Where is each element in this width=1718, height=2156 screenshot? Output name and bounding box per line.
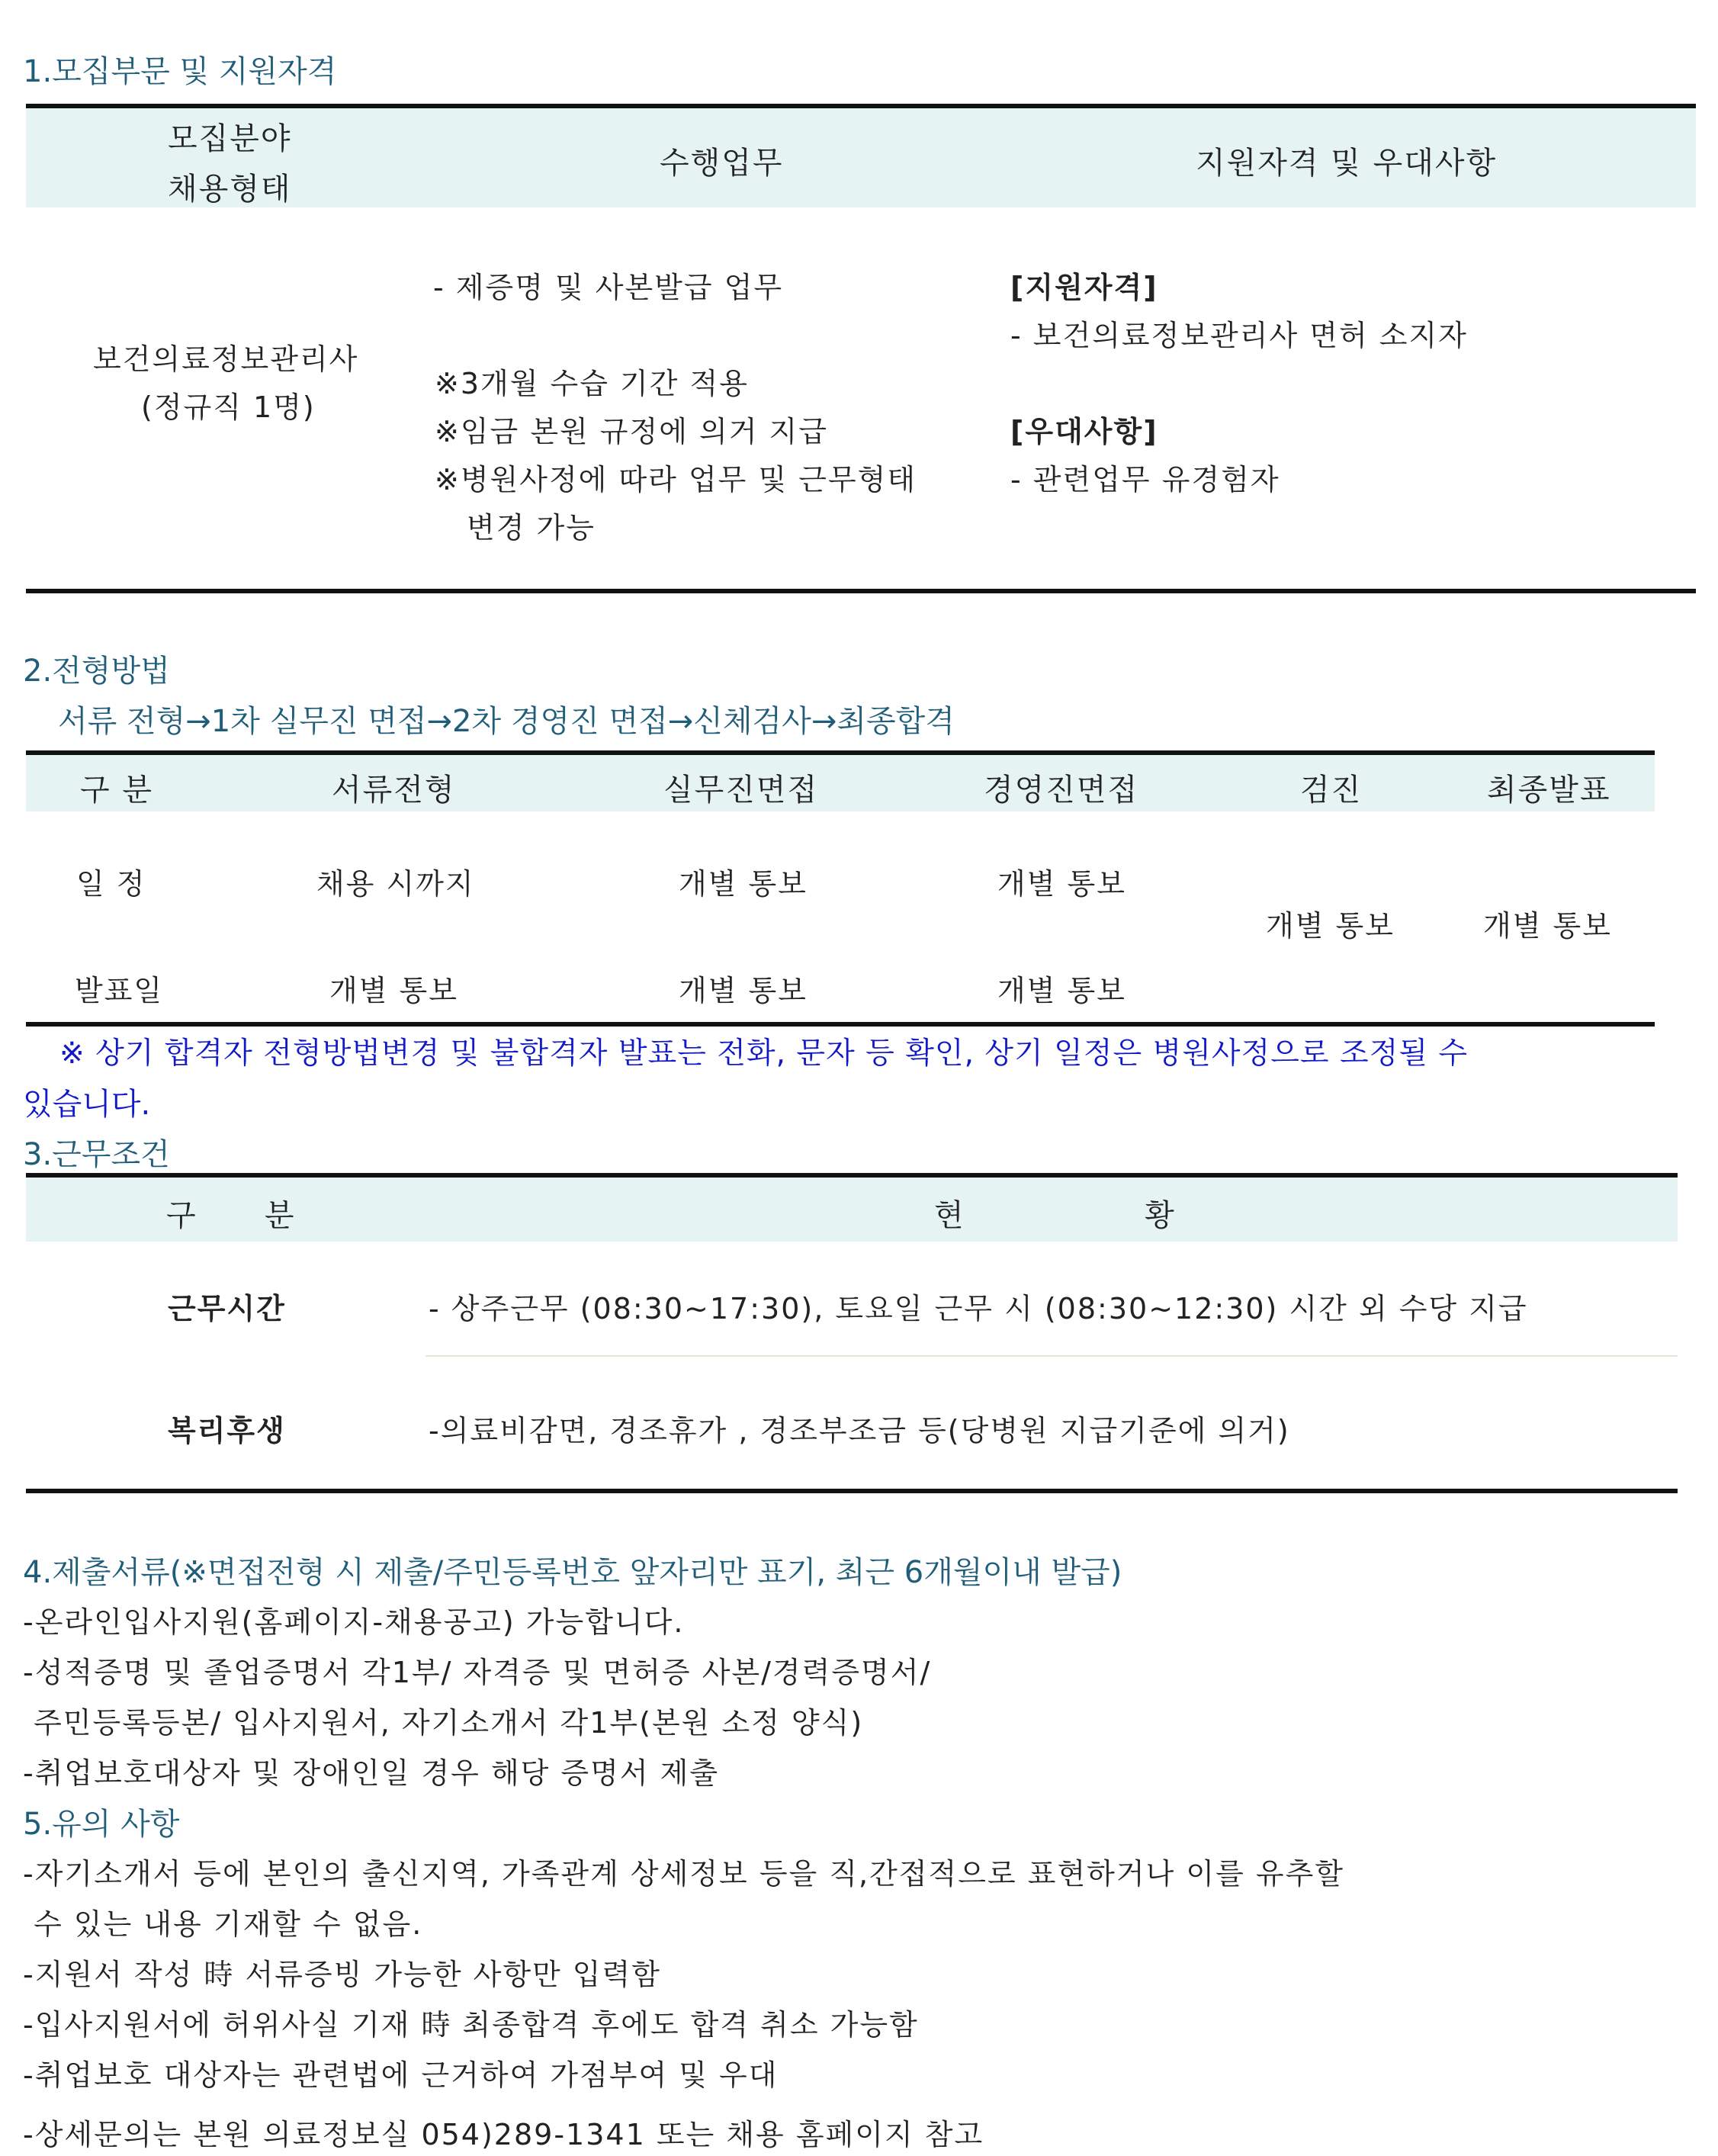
notes-line: -지원서 작성 時 서류증빙 가능한 사항만 입력함 — [23, 1958, 661, 1991]
final-cell: 개별 통보 — [1483, 909, 1612, 943]
duty-item: ※임금 본원 규정에 의거 지급 — [435, 415, 828, 448]
table1-header-col1-line2: 채용형태 — [168, 172, 292, 207]
table1-header-col2: 수행업무 — [660, 146, 784, 181]
section1-heading: 1.모집부문 및 지원자격 — [23, 54, 337, 89]
announce-cell: 개별 통보 — [679, 974, 808, 1007]
schedule-cell: 채용 시까지 — [316, 867, 475, 901]
documents-line: -취업보호대상자 및 장애인일 경우 해당 증명서 제출 — [23, 1756, 720, 1790]
notes-line: -입사지원서에 허위사실 기재 時 최종합격 후에도 합격 취소 가능함 — [23, 2008, 919, 2042]
notes-line: -자기소개서 등에 본인의 출신지역, 가족관계 상세정보 등을 직,간접적으로 표현하거나 이를 유추할 — [23, 1857, 1344, 1891]
duty-item: 변경 가능 — [467, 511, 596, 545]
table3-header-status: 현 황 — [934, 1198, 1176, 1233]
table3-bottom-rule — [26, 1489, 1678, 1493]
table2-header-category: 구 분 — [80, 773, 153, 808]
table2-header-medical: 검진 — [1300, 773, 1363, 808]
notice-line: ※ 상기 합격자 전형방법변경 및 불합격자 발표는 전화, 문자 등 확인, 상기 일정은 병원사정으로 조정될 수 — [59, 1036, 1469, 1071]
table3-header-category: 구 분 — [166, 1198, 296, 1233]
preference-title: [우대사항] — [1010, 415, 1158, 448]
table2-header-bg — [26, 755, 1655, 811]
table1-header-col1-line1: 모집분야 — [168, 121, 292, 156]
selection-process: 서류 전형→1차 실무진 면접→2차 경영진 면접→신체검사→최종합격 — [58, 704, 955, 739]
documents-line: -온라인입사지원(홈페이지-채용공고) 가능합니다. — [23, 1605, 685, 1639]
medical-cell: 개별 통보 — [1266, 909, 1395, 943]
qualification-item: - 보건의료정보관리사 면허 소지자 — [1010, 319, 1468, 352]
duty-item: ※병원사정에 따라 업무 및 근무형태 — [435, 463, 917, 496]
qualification-title: [지원자격] — [1010, 271, 1158, 304]
welfare-value: -의료비감면, 경조휴가 , 경조부조금 등(당병원 지급기준에 의거) — [429, 1414, 1290, 1448]
row-label-announce: 발표일 — [75, 974, 164, 1007]
table2-header-document: 서류전형 — [332, 773, 456, 808]
documents-line: 주민등록등본/ 입사지원서, 자기소개서 각1부(본원 소정 양식) — [23, 1706, 864, 1740]
table2-header-final: 최종발표 — [1487, 773, 1611, 808]
position-title: 보건의료정보관리사 — [93, 342, 359, 376]
notice-line: 있습니다. — [23, 1087, 151, 1122]
announce-cell: 개별 통보 — [997, 974, 1126, 1007]
duty-item: - 제증명 및 사본발급 업무 — [433, 271, 784, 304]
schedule-cell: 개별 통보 — [997, 867, 1126, 901]
announce-cell: 개별 통보 — [329, 974, 458, 1007]
table2-header-staff-interview: 실무진면접 — [663, 773, 819, 808]
section5-heading: 5.유의 사항 — [23, 1807, 180, 1842]
documents-line: -성적증명 및 졸업증명서 각1부/ 자격증 및 면허증 사본/경력증명서/ — [23, 1656, 932, 1689]
welfare-label: 복리후생 — [168, 1414, 286, 1448]
work-hours-value: - 상주근무 (08:30~17:30), 토요일 근무 시 (08:30~12:30) 시간 외 수당 지급 — [429, 1292, 1528, 1325]
notes-line: -취업보호 대상자는 관련법에 근거하여 가점부여 및 우대 — [23, 2058, 779, 2092]
table1-bottom-rule — [26, 589, 1696, 593]
table2-header-exec-interview: 경영진면접 — [984, 773, 1139, 808]
table2-bottom-rule — [26, 1022, 1655, 1027]
section3-heading: 3.근무조건 — [23, 1137, 170, 1172]
contact-line: -상세문의는 본원 의료정보실 054)289-1341 또는 채용 홈페이지 참고 — [23, 2118, 984, 2151]
schedule-cell: 개별 통보 — [679, 867, 808, 901]
table1-header-col3: 지원자격 및 우대사항 — [1196, 146, 1498, 181]
section4-heading: 4.제출서류(※면접전형 시 제출/주민등록번호 앞자리만 표기, 최근 6개월이내 발급) — [23, 1555, 1122, 1590]
section2-heading: 2.전형방법 — [23, 654, 170, 689]
notes-line: 수 있는 내용 기재할 수 없음. — [23, 1907, 423, 1941]
work-hours-label: 근무시간 — [168, 1292, 286, 1325]
preference-item: - 관련업무 유경험자 — [1010, 463, 1280, 496]
row-label-schedule: 일 정 — [76, 867, 146, 901]
duty-item: ※3개월 수습 기간 적용 — [435, 367, 749, 400]
position-type: (정규직 1명) — [141, 390, 316, 424]
table3-row-divider — [425, 1355, 1678, 1357]
